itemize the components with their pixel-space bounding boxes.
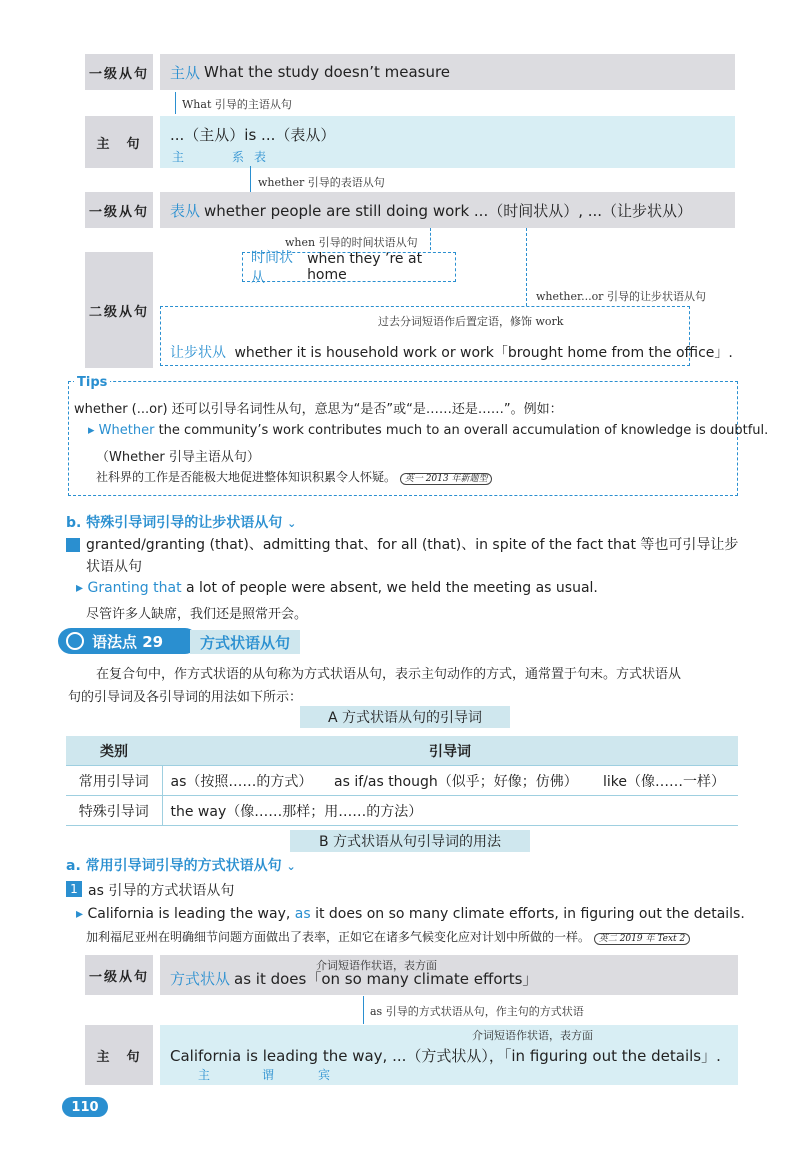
label-level1-clause-b: 一级从句 xyxy=(85,192,153,228)
dash-arrow-when xyxy=(430,228,431,250)
section-a-heading xyxy=(66,855,296,875)
intro-line2: 句的引导词及各引导词的用法如下所示： xyxy=(68,690,303,705)
main-clause-text: ...（主从）is ...（表从） xyxy=(170,126,336,144)
arrow-what xyxy=(175,92,176,114)
note-whether-or: whether...or 引导的让步状语从句 xyxy=(536,290,706,303)
section-a-trans: 加利福尼亚州在明确细节问题方面做出了表率，正如它在诸多气候变化应对计划中所做的一样。 xyxy=(86,930,591,944)
section-a-trans-line xyxy=(86,928,690,945)
label-level1-clause-d2: 一级从句 xyxy=(85,955,153,995)
note-prep1: 介词短语作状语，表方面 xyxy=(316,959,437,972)
note-what: What 引导的主语从句 xyxy=(182,98,292,111)
row-predicative-clause xyxy=(160,192,735,228)
label-level1-clause: 一级从句 xyxy=(85,54,153,90)
sub-bin-d2: 宾 xyxy=(318,1068,331,1082)
label-main-clause-d2: 主 句 xyxy=(85,1025,153,1085)
tag-manner-clause: 方式状从 xyxy=(170,970,231,988)
row-subject-clause xyxy=(160,54,735,90)
grammar-badge xyxy=(58,628,198,654)
table-b-banner: B 方式状语从句引导词的用法 xyxy=(290,830,530,852)
row-word: as if/as though（似乎；好像；仿佛） xyxy=(326,766,595,796)
page-number: 110 xyxy=(62,1097,108,1117)
row-manner-clause xyxy=(160,955,738,995)
row-word: as（按照……的方式） xyxy=(162,766,326,796)
table-row xyxy=(66,796,738,826)
header-words: 引导词 xyxy=(162,736,738,766)
time-clause-text: when they ’re at home xyxy=(307,251,423,283)
row-category: 常用引导词 xyxy=(66,766,162,796)
intro-line1: 在复合句中，作方式状语的从句称为方式状语从句，表示主句动作的方式，通常置于句末。方式状语从 xyxy=(96,667,682,682)
note-whether: whether 引导的表语从句 xyxy=(258,176,385,189)
box-time-clause xyxy=(242,250,456,286)
bullet-icon: ▸ xyxy=(76,906,84,922)
section-a-example xyxy=(76,906,745,922)
tag-concession-clause: 让步状从 xyxy=(170,345,226,361)
ex-as: as xyxy=(294,906,311,922)
arrow-as xyxy=(363,996,364,1024)
tips-line1: whether (...or) 还可以引导名词性从句，意思为“是否”或“是……还是……”。例如： xyxy=(74,402,563,417)
row-category: 特殊引导词 xyxy=(66,796,162,826)
tag-predicative-clause: 表从 xyxy=(170,201,201,220)
chevron-down-icon: ⌄ xyxy=(286,860,296,873)
tips-source-badge: 英一 2013 年新题型 xyxy=(400,473,493,485)
ex-part1: California is leading the way, xyxy=(87,906,295,922)
table-header-row xyxy=(66,736,738,766)
tips-ex-rest: the community’s work contributes much to an overall accumulation of knowledge is doubtful. xyxy=(154,423,769,438)
tag-time-clause: 时间状从 xyxy=(251,250,293,286)
note-participle: 过去分词短语作后置定语，修饰 work xyxy=(378,315,564,328)
sub-zhu-d2: 主 xyxy=(198,1068,211,1082)
chevron-down-icon: ⌄ xyxy=(287,517,297,530)
row-main-clause-d2 xyxy=(160,1025,738,1085)
label-level2-clause: 二级从句 xyxy=(85,252,153,368)
predicative-clause-text: whether people are still doing work ...（时间状从）, ...（让步状从） xyxy=(204,201,693,220)
sub-biao: 表 xyxy=(254,150,267,164)
sub-xi: 系 xyxy=(232,150,245,164)
tips-label: Tips xyxy=(74,375,110,390)
sub-zhu: 主 xyxy=(172,150,185,164)
tips-ex-note: （Whether 引导主语从句） xyxy=(96,450,260,465)
sub-wei-d2: 谓 xyxy=(262,1068,275,1082)
section-b-ex-trans: 尽管许多人缺席，我们还是照常开会。 xyxy=(86,607,308,622)
tips-ex-trans: 社科界的工作是否能极大地促进整体知识积累令人怀疑。 xyxy=(96,470,397,484)
section-a-source-badge: 英二 2019 年 Text 2 xyxy=(594,933,690,945)
square-bullet-icon xyxy=(66,538,80,552)
grammar-title: 方式状语从句 xyxy=(190,630,300,654)
magnifier-icon xyxy=(66,632,84,650)
conjunction-table xyxy=(66,736,738,826)
manner-clause-text: as it does「on so many climate efforts」 xyxy=(234,970,538,988)
number-badge: 1 xyxy=(66,881,82,897)
arrow-whether xyxy=(250,166,251,192)
tips-example xyxy=(88,423,768,438)
tips-ex-lead: Whether xyxy=(98,423,155,438)
section-a-heading-text: a. 常用引导词引导的方式状语从句 xyxy=(66,858,282,874)
section-b-ex-lead: Granting that xyxy=(87,580,182,596)
rule-line2: 状语从句 xyxy=(86,559,142,575)
section-b-example xyxy=(76,580,598,596)
row-word: like（像……一样） xyxy=(595,766,738,796)
section-b-ex-rest: a lot of people were absent, we held the meeting as usual. xyxy=(181,580,598,596)
bullet-icon: ▸ xyxy=(88,423,95,438)
section-b-heading-text: b. 特殊引导词引导的让步状语从句 xyxy=(66,515,283,531)
main-clause-d2-text: California is leading the way, ...（方式状从），「in figuring out the details」. xyxy=(170,1047,721,1065)
dash-arrow-whether-or xyxy=(526,228,527,306)
table-a-banner: A 方式状语从句的引导词 xyxy=(300,706,510,728)
tips-ex-trans-line xyxy=(96,468,492,485)
note-when: when 引导的时间状语从句 xyxy=(285,236,418,249)
section-b-heading xyxy=(66,512,296,532)
header-category: 类别 xyxy=(66,736,162,766)
concession-clause-line xyxy=(170,342,733,362)
table-row xyxy=(66,766,738,796)
tag-subject-clause: 主从 xyxy=(170,63,201,82)
subject-clause-text: What the study doesn’t measure xyxy=(204,63,451,81)
row-main-clause xyxy=(160,116,735,168)
grammar-badge-text: 语法点 29 xyxy=(92,632,164,651)
section-a-sub: as 引导的方式状语从句 xyxy=(88,883,235,899)
bullet-icon: ▸ xyxy=(76,580,84,596)
label-main-clause: 主 句 xyxy=(85,116,153,168)
ex-part2: it does on so many climate efforts, in figuring out the details. xyxy=(310,906,745,922)
note-prep2: 介词短语作状语，表方面 xyxy=(472,1029,593,1042)
note-as: as 引导的方式状语从句，作主句的方式状语 xyxy=(370,1005,584,1018)
rule-line1: granted/granting (that)、admitting that、for all (that)、in spite of the fact that 等也可引导让步 xyxy=(86,537,739,553)
row-word: the way（像……那样；用……的方法） xyxy=(162,796,738,826)
concession-clause-text: whether it is household work or work「brought home from the office」. xyxy=(234,345,733,361)
